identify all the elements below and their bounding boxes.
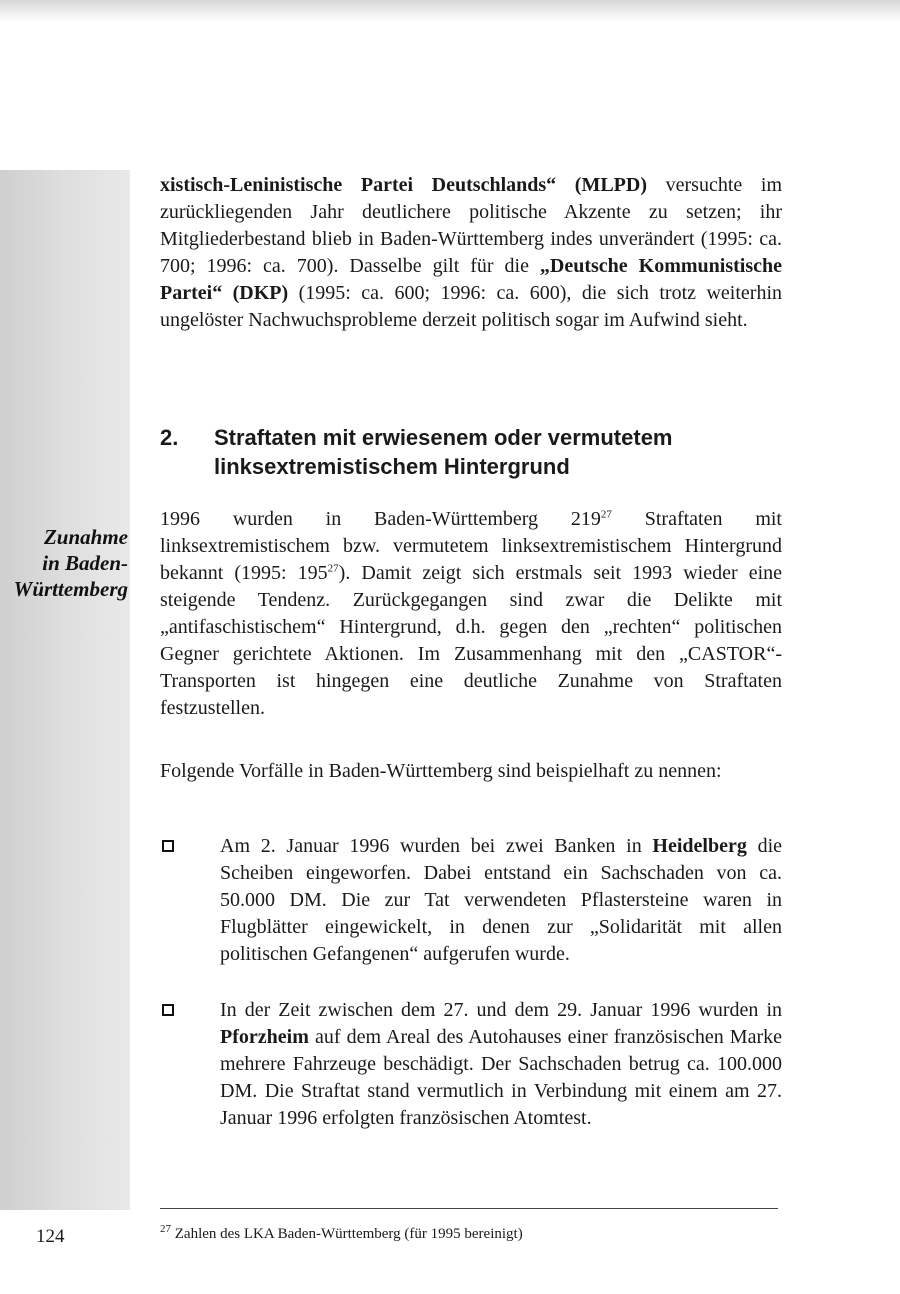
place-name: Heidelberg xyxy=(652,835,747,857)
party-name-mlpd: xistisch-Leninistische Partei Deutschlands“ (MLPD) xyxy=(160,174,647,196)
margin-column xyxy=(0,170,130,1210)
margin-note-line: in Baden- xyxy=(42,551,128,575)
footnote-reference: 27 xyxy=(327,562,339,575)
paragraph-text: 1996 wurden in Baden-Württemberg 219 xyxy=(160,508,601,530)
footnote xyxy=(160,1224,782,1244)
list-item-text xyxy=(220,833,782,968)
list-item-text xyxy=(220,997,782,1132)
list-item xyxy=(160,833,782,968)
list-item-text-part: In der Zeit zwischen dem 27. und dem 29. Januar 1996 wurden in xyxy=(220,999,782,1021)
checkbox-bullet-icon xyxy=(162,1004,174,1016)
footnote-reference: 27 xyxy=(600,508,612,521)
footnote-text: Zahlen des LKA Baden-Württemberg (für 1995 bereinigt) xyxy=(171,1226,523,1242)
scan-top-shadow xyxy=(0,0,900,22)
section-number: 2. xyxy=(160,425,179,450)
section-title: Straftaten mit erwiesenem oder vermutetem linksextremistischem Hintergrund xyxy=(214,425,673,479)
paragraph-text: (1995: ca. 600; 1996: ca. 600), die sich trotz weiterhin ungelöster Nachwuchsprobleme derzeit politisch sogar im Aufwind sieht. xyxy=(160,282,783,331)
party-name-dkp: „Deutsche Kommunistische Partei“ (DKP) xyxy=(160,255,782,304)
checkbox-bullet-icon xyxy=(162,840,174,852)
list-item-text-part: Am 2. Januar 1996 wurden bei zwei Banken in xyxy=(220,835,653,857)
footnote-marker: 27 xyxy=(160,1223,171,1235)
margin-note-line: Württemberg xyxy=(13,577,128,601)
paragraph-mlpd-dkp xyxy=(160,172,782,334)
list-item-text-part: die Scheiben eingeworfen. Dabei entstand ein Sachschaden von ca. 50.000 DM. Die zur Tat verwendeten Pflastersteine waren in Flugblätter eingewickelt, in denen zur „Solidarität mit allen politischen Gefangenen“ aufgerufen wurde. xyxy=(220,835,783,965)
section-heading xyxy=(160,423,782,481)
margin-note-line: Zunahme xyxy=(43,525,128,549)
paragraph-intro-list: Folgende Vorfälle in Baden-Württemberg sind beispielhaft zu nennen: xyxy=(160,760,722,782)
paragraph-text: Straftaten mit linksextremistischem bzw. vermutetem linksextremistischem Hintergrund bekannt (1995: 195 xyxy=(160,508,782,584)
paragraph-text: versuchte im zurückliegenden Jahr deutlichere politische Akzente zu setzen; ihr Mitgliederbestand blieb in Baden-Württemberg indes unverändert (1995: ca. 700; 1996: ca. 700). Dasselbe gilt für die xyxy=(160,174,783,277)
paragraph-statistics xyxy=(160,506,782,722)
paragraph-text: ). Damit zeigt sich erstmals seit 1993 wieder eine steigende Tendenz. Zurückgegangen sind zwar die Delikte mit „antifaschistischem“ Hintergrund, d.h. gegen den „rechten“ politischen Gegner gerichtete Aktionen. Im Zusammenhang mit den „CASTOR“-Transporten ist hingegen eine deutliche Zunahme von Straftaten festzustellen. xyxy=(160,562,783,719)
place-name: Pforzheim xyxy=(220,1026,309,1048)
list-item-text-part: auf dem Areal des Autohauses einer französischen Marke mehrere Fahrzeuge beschädigt. Der Sachschaden betrug ca. 100.000 DM. Die Straftat stand vermutlich in Verbindung mit einem am 27. Januar 1996 erfolgten französischen Atomtest. xyxy=(220,1026,782,1129)
page-number: 124 xyxy=(36,1226,65,1247)
footnote-divider xyxy=(160,1208,778,1209)
list-item xyxy=(160,997,782,1132)
margin-note xyxy=(0,524,128,602)
